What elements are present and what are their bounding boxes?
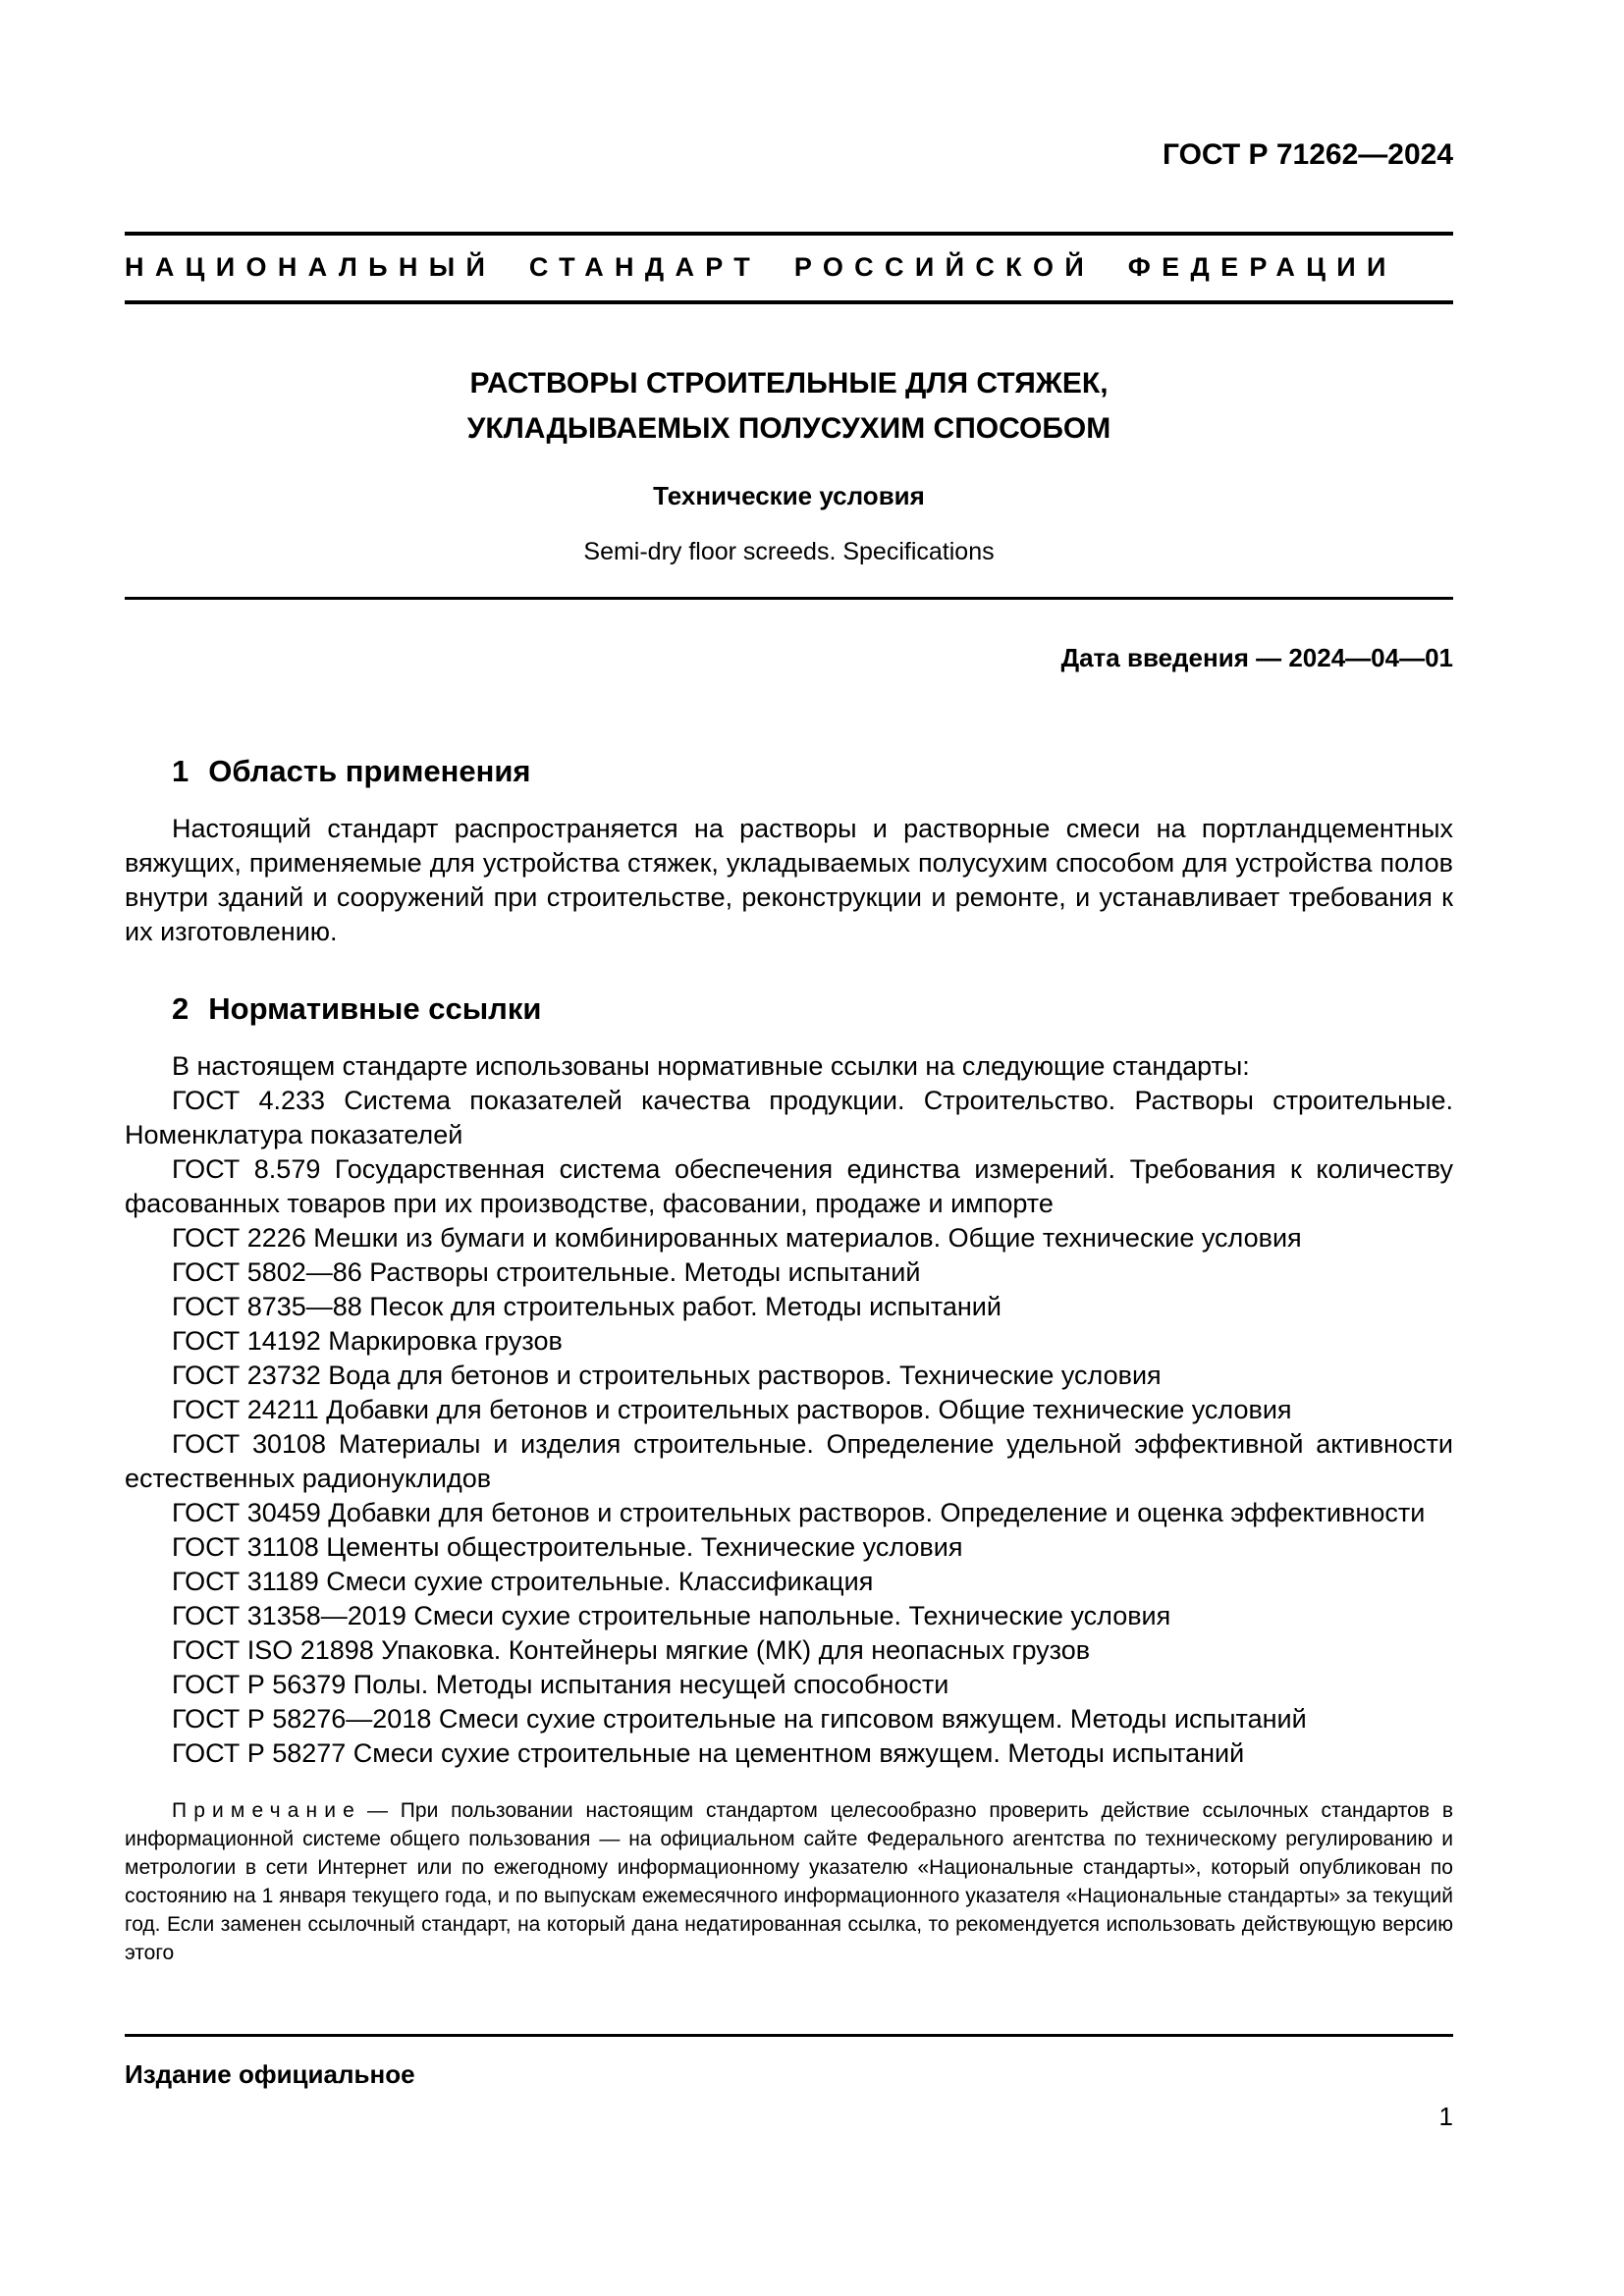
- document-subtitle-en: Semi-dry floor screeds. Specifications: [583, 538, 995, 565]
- section-2-heading: [125, 990, 1453, 1028]
- reference-item: ГОСТ 4.233 Система показателей качества продукции. Строительство. Растворы строительные. Номенклатура показателей: [125, 1086, 1453, 1149]
- page-number: 1: [1438, 2102, 1453, 2131]
- reference-item: ГОСТ Р 58276—2018 Смеси сухие строительные на гипсовом вяжущем. Методы испытаний: [172, 1704, 1307, 1734]
- reference-item: ГОСТ 31108 Цементы общестроительные. Технические условия: [172, 1532, 963, 1562]
- reference-item: ГОСТ 30459 Добавки для бетонов и строительных растворов. Определение и оценка эффективности: [172, 1498, 1426, 1527]
- reference-item: ГОСТ 8.579 Государственная система обеспечения единства измерений. Требования к количеству фасованных товаров при их производстве, фасовании, продаже и импорте: [125, 1154, 1453, 1218]
- standard-type-banner: НАЦИОНАЛЬНЫЙ СТАНДАРТ РОССИЙСКОЙ ФЕДЕРАЦИИ: [125, 232, 1453, 304]
- section-1-title: Область применения: [208, 754, 531, 788]
- page-content: [125, 0, 1453, 1967]
- reference-item: ГОСТ 5802—86 Растворы строительные. Методы испытаний: [172, 1257, 921, 1287]
- document-title-line2: УКЛАДЫВАЕМЫХ ПОЛУСУХИМ СПОСОБОМ: [466, 412, 1111, 445]
- edition-note: Издание официальное: [125, 2059, 415, 2089]
- footer: [125, 2034, 1453, 2090]
- doc-number: ГОСТ Р 71262—2024: [1162, 138, 1453, 171]
- note-paragraph: [125, 1796, 1453, 1967]
- reference-item: ГОСТ ISO 21898 Упаковка. Контейнеры мягкие (МК) для неопасных грузов: [172, 1635, 1091, 1665]
- reference-item: ГОСТ 8735—88 Песок для строительных работ. Методы испытаний: [172, 1292, 1001, 1321]
- note-label: Примечание: [172, 1799, 361, 1822]
- reference-item: ГОСТ 30108 Материалы и изделия строительные. Определение удельной эффективной активности естественных радионуклидов: [125, 1429, 1453, 1493]
- section-2-intro: В настоящем стандарте использованы нормативные ссылки на следующие стандарты:: [172, 1051, 1250, 1081]
- references-list: [125, 1084, 1453, 1771]
- reference-item: ГОСТ Р 58277 Смеси сухие строительные на цементном вяжущем. Методы испытаний: [172, 1738, 1245, 1768]
- document-title: [125, 361, 1453, 452]
- reference-item: ГОСТ 24211 Добавки для бетонов и строительных растворов. Общие технические условия: [172, 1395, 1292, 1424]
- reference-item: ГОСТ 14192 Маркировка грузов: [172, 1326, 563, 1356]
- section-2-title: Нормативные ссылки: [208, 991, 542, 1026]
- effective-date: Дата введения — 2024—04—01: [1060, 643, 1453, 672]
- document-subtitle: Технические условия: [653, 481, 925, 510]
- document-title-line1: РАСТВОРЫ СТРОИТЕЛЬНЫЕ ДЛЯ СТЯЖЕК,: [469, 367, 1109, 400]
- section-1-heading: [125, 753, 1453, 790]
- reference-item: ГОСТ 23732 Вода для бетонов и строительных растворов. Технические условия: [172, 1361, 1162, 1390]
- title-divider-rule: [125, 597, 1453, 600]
- title-block: [125, 361, 1453, 567]
- reference-item: ГОСТ Р 56379 Полы. Методы испытания несущей способности: [172, 1670, 949, 1699]
- reference-item: ГОСТ 31358—2019 Смеси сухие строительные напольные. Технические условия: [172, 1601, 1171, 1630]
- section-1-number: 1: [172, 754, 189, 788]
- section-1-paragraph: Настоящий стандарт распространяется на растворы и растворные смеси на портландцементных вяжущих, применяемые для устройства стяжек, укладываемых полусухим способом для устройства полов внутри зданий и сооружений при строительстве, реконструкции и ремонте, и устанавливает требования к их изготовлению.: [125, 814, 1453, 946]
- section-2-number: 2: [172, 991, 189, 1026]
- reference-item: ГОСТ 31189 Смеси сухие строительные. Классификация: [172, 1567, 874, 1596]
- reference-item: ГОСТ 2226 Мешки из бумаги и комбинированных материалов. Общие технические условия: [172, 1223, 1302, 1253]
- note-text: — При пользовании настоящим стандартом целесообразно проверить действие ссылочных стандартов в информационной системе общего пользования — на официальном сайте Федерального агентства по техническому регулированию и метрологии в сети Интернет или по ежегодному информационному указателю «Национальные стандарты», который опубликован по состоянию на 1 января текущего года, и по выпускам ежемесячного информационного указателя «Национальные стандарты» за текущий год. Если заменен ссылочный стандарт, на который дана недатированная ссылка, то рекомендуется использовать действующую версию этого: [125, 1799, 1453, 1964]
